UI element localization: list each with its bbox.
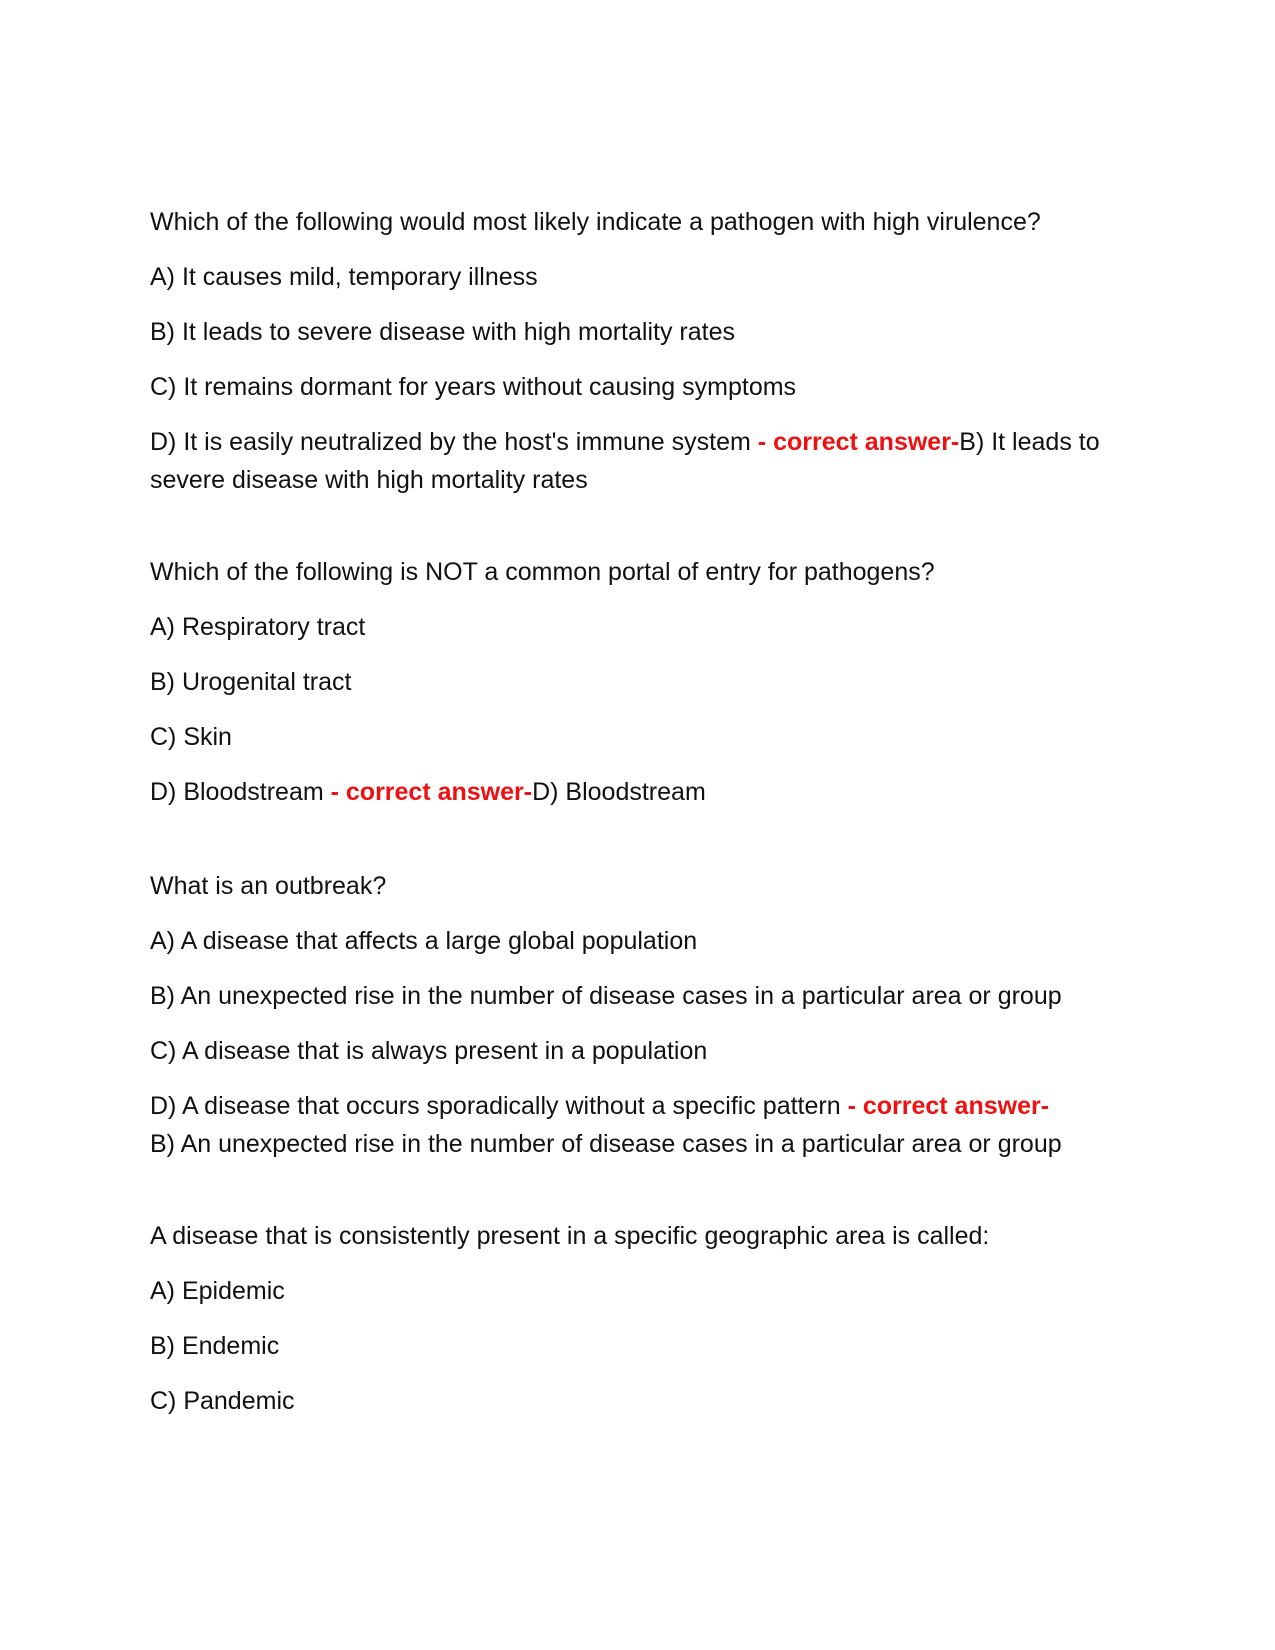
option: D) It is easily neutralized by the host's immune system xyxy=(150,428,751,456)
option-with-answer xyxy=(150,778,1130,806)
question-block-4 xyxy=(150,1222,1130,1442)
option: D) Bloodstream xyxy=(150,778,324,806)
question-block-2 xyxy=(150,558,1130,833)
option: B) Urogenital tract xyxy=(150,668,352,696)
option: C) Skin xyxy=(150,723,232,751)
question-text: A disease that is consistently present in a specific geographic area is called: xyxy=(150,1222,990,1250)
question-block-3 xyxy=(150,872,1130,1190)
correct-answer-marker: - correct answer- xyxy=(330,778,533,806)
option: C) Pandemic xyxy=(150,1387,295,1415)
question-text: Which of the following is NOT a common portal of entry for pathogens? xyxy=(150,558,935,586)
option: A) It causes mild, temporary illness xyxy=(150,263,538,291)
question-text: What is an outbreak? xyxy=(150,872,387,900)
option: B) It leads to severe disease with high mortality rates xyxy=(150,318,735,346)
option: B) Endemic xyxy=(150,1332,280,1360)
correct-answer-marker: - correct answer- xyxy=(757,428,960,456)
correct-answer: B) An unexpected rise in the number of disease cases in a particular area or group xyxy=(150,1130,1062,1158)
option: A) Respiratory tract xyxy=(150,613,366,641)
option: C) It remains dormant for years without causing symptoms xyxy=(150,373,797,401)
question-text: Which of the following would most likely indicate a pathogen with high virulence? xyxy=(150,208,1041,236)
option: C) A disease that is always present in a population xyxy=(150,1037,708,1065)
option: B) An unexpected rise in the number of disease cases in a particular area or group xyxy=(150,982,1062,1010)
option: A) A disease that affects a large global population xyxy=(150,927,698,955)
question-block-1 xyxy=(150,208,1130,526)
correct-answer: D) Bloodstream xyxy=(532,778,706,806)
correct-answer: B) It leads to severe disease with high mortality rates xyxy=(150,428,1100,494)
option: D) A disease that occurs sporadically without a specific pattern xyxy=(150,1092,841,1120)
option-with-answer xyxy=(150,423,1130,499)
option: A) Epidemic xyxy=(150,1277,285,1305)
correct-answer-marker: - correct answer- xyxy=(847,1092,1050,1120)
option-with-answer xyxy=(150,1087,1130,1163)
